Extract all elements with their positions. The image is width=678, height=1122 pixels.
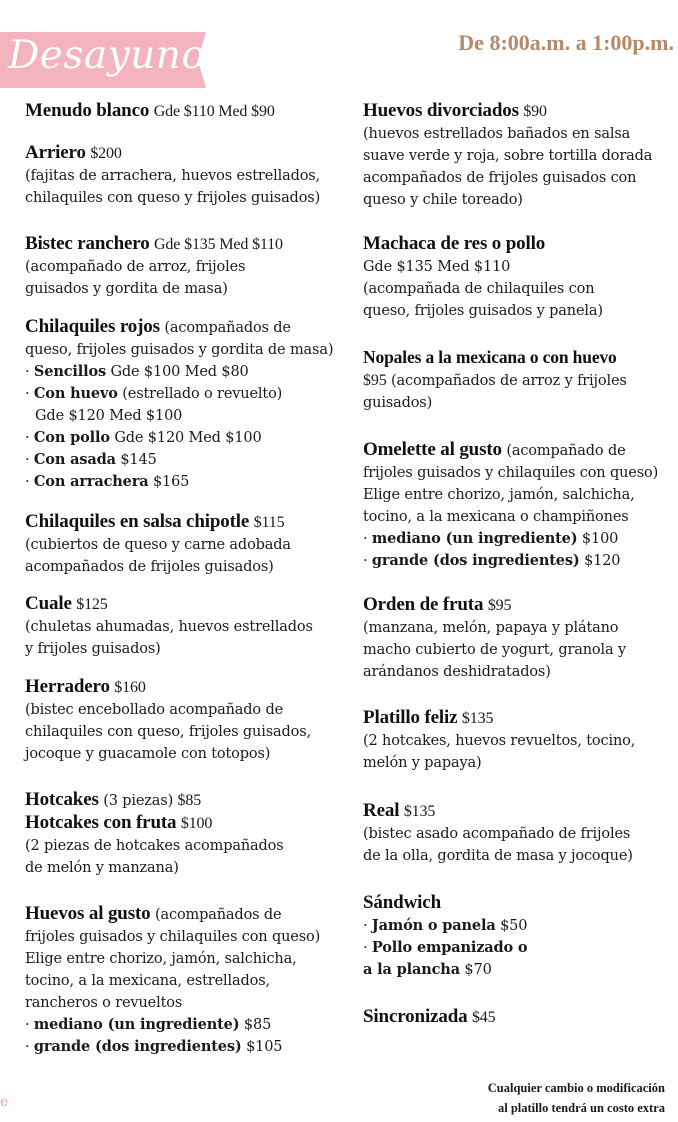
item-description: (2 hotcakes, huevos revueltos, tocino, <box>363 733 636 749</box>
item-name: Huevos divorciados <box>363 100 519 121</box>
option-row: · Sencillos Gde $100 Med $80 <box>25 363 249 380</box>
item-description: (acompañado de arroz, frijoles <box>25 259 246 275</box>
item-description: (manzana, melón, papaya y plátano <box>363 620 619 636</box>
menu-item-sincronizada <box>363 1006 675 1029</box>
item-name: Sincronizada <box>363 1006 468 1027</box>
option-row: · Con huevo (estrellado o revuelto) <box>25 385 283 402</box>
footer-line: Cualquier cambio o modificación <box>487 1081 665 1095</box>
option-name: a la plancha <box>363 961 460 978</box>
item-description: chilaquiles con queso y frijoles guisados) <box>25 190 321 206</box>
item-name: Omelette al gusto <box>363 439 502 460</box>
item-description: (chuletas ahumadas, huevos estrellados <box>25 619 313 635</box>
item-name: Platillo feliz <box>363 707 458 728</box>
menu-item-herradero <box>25 676 343 765</box>
option-row: · Con pollo Gde $120 Med $100 <box>25 429 262 446</box>
item-description: (bistec asado acompañado de frijoles <box>363 826 631 842</box>
menu-item-nopales <box>363 346 675 414</box>
option-name: mediano (un ingrediente) <box>371 530 578 547</box>
option-name: Sencillos <box>33 363 106 380</box>
item-description: acompañados de frijoles guisados) <box>25 559 274 575</box>
option-price: $85 <box>243 1017 272 1033</box>
option-price: $120 <box>584 553 621 569</box>
footer-note <box>488 1078 665 1118</box>
item-description: suave verde y roja, sobre tortilla dorada <box>363 148 653 164</box>
option-row: · Jamón o panela $50 <box>363 917 528 934</box>
option-row: · mediano (un ingrediente) $100 <box>363 530 619 547</box>
item-name: Hotcakes <box>25 789 99 810</box>
option-name: mediano (un ingrediente) <box>33 1016 240 1033</box>
option-name: Con asada <box>33 451 116 468</box>
item-description: Elige entre chorizo, jamón, salchicha, <box>25 951 297 967</box>
option-price: Gde $120 Med $100 <box>35 408 183 424</box>
item-price: $160 <box>114 679 146 696</box>
item-description: queso, frijoles guisados y gordita de masa) <box>25 342 334 358</box>
option-name: Jamón o panela <box>371 917 496 934</box>
item-name: Chilaquiles rojos <box>25 316 160 337</box>
item-description: rancheros o revueltos <box>25 995 183 1011</box>
item-description: tocino, a la mexicana o champiñones <box>363 509 629 525</box>
item-note: (3 piezas) <box>103 793 174 809</box>
item-name: Nopales a la mexicana o con huevo <box>363 347 617 367</box>
option-price: $70 <box>464 962 492 978</box>
option-row <box>363 959 675 981</box>
menu-item-chilaquiles-rojos <box>25 316 343 493</box>
option-name: Con pollo <box>33 429 110 446</box>
item-price: $90 <box>523 103 547 120</box>
menu-item-bistec-ranchero <box>25 233 343 300</box>
item-description: frijoles guisados y chilaquiles con queso) <box>363 465 659 481</box>
item-description: queso y chile toreado) <box>363 192 523 208</box>
menu-item-huevos-al-gusto <box>25 903 343 1058</box>
item-name: Real <box>363 800 400 821</box>
option-name: Pollo empanizado o <box>371 939 528 956</box>
option-row: · grande (dos ingredientes) $120 <box>363 552 621 569</box>
item-description: macho cubierto de yogurt, granola y <box>363 642 627 658</box>
item-description: (cubiertos de queso y carne adobada <box>25 537 291 553</box>
item-price: $115 <box>253 514 285 531</box>
menu-item-huevos-divorciados <box>363 100 675 211</box>
menu-item-machaca <box>363 233 675 322</box>
item-description: Elige entre chorizo, jamón, salchicha, <box>363 487 635 503</box>
item-description: (acompañado de <box>506 443 626 459</box>
item-name: Chilaquiles en salsa chipotle <box>25 511 250 532</box>
option-price: $165 <box>152 474 190 490</box>
menu-item-chilaquiles-chipotle <box>25 511 343 578</box>
item-price: Gde $135 Med $110 <box>154 236 283 253</box>
item-description: y frijoles guisados) <box>25 641 161 657</box>
item-description: queso, frijoles guisados y panela) <box>363 303 603 319</box>
item-name: Herradero <box>25 676 110 697</box>
item-description: chilaquiles con queso, frijoles guisados, <box>25 724 311 740</box>
item-description: (2 piezas de hotcakes acompañados <box>25 838 284 854</box>
item-price: $135 <box>403 803 436 820</box>
menu-item-arriero <box>25 142 343 209</box>
item-description: guisados) <box>363 395 433 411</box>
menu-item-orden-de-fruta <box>363 594 675 683</box>
item-description: (fajitas de arrachera, huevos estrellados, <box>25 168 321 184</box>
item-name: Hotcakes con fruta <box>25 812 177 833</box>
item-price: $200 <box>90 145 122 162</box>
item-name: Orden de fruta <box>363 594 484 615</box>
option-name: Con huevo <box>33 385 118 402</box>
item-price: Gde $110 Med $90 <box>153 103 275 120</box>
item-description: jocoque y guacamole con totopos) <box>25 746 271 762</box>
section-title: Desayunos <box>8 33 226 78</box>
menu-item-omelette <box>363 439 675 572</box>
option-row: · Con arrachera $165 <box>25 473 190 490</box>
option-name: grande (dos ingredientes) <box>371 552 580 569</box>
item-price: $95 <box>363 372 387 389</box>
footer-line: al platillo tendrá un costo extra <box>497 1101 665 1115</box>
menu-item-platillo-feliz <box>363 707 675 774</box>
option-row: · mediano (un ingrediente) $85 <box>25 1016 272 1033</box>
option-name: grande (dos ingredientes) <box>33 1038 242 1055</box>
hours-label: De 8:00a.m. a 1:00p.m. <box>458 30 674 55</box>
option-row: · grande (dos ingredientes) $105 <box>25 1038 283 1055</box>
option-price: $100 <box>581 531 619 547</box>
item-price: $125 <box>76 596 108 613</box>
option-price: Gde $120 Med $100 <box>114 430 262 446</box>
item-name: Machaca de res o pollo <box>363 233 546 254</box>
option-row: · Con asada $145 <box>25 451 157 468</box>
option-row: · Pollo empanizado o <box>363 939 528 956</box>
item-description: (acompañados de <box>154 907 282 923</box>
option-price: $145 <box>120 452 157 468</box>
item-description: (bistec encebollado acompañado de <box>25 702 284 718</box>
item-description: melón y papaya) <box>363 755 482 771</box>
edge-mark: e <box>0 1094 9 1110</box>
item-description: (huevos estrellados bañados en salsa <box>363 126 631 142</box>
menu-item-hotcakes <box>25 789 343 879</box>
option-price: $105 <box>246 1039 283 1055</box>
item-description: (acompañados de arroz y frijoles <box>391 373 627 389</box>
item-description: guisados y gordita de masa) <box>25 281 228 297</box>
option-price: $50 <box>500 918 528 934</box>
item-price: $135 <box>461 710 494 727</box>
item-description: tocino, a la mexicana, estrellados, <box>25 973 270 989</box>
item-name: Sándwich <box>363 892 442 913</box>
item-description: frijoles guisados y chilaquiles con queso) <box>25 929 321 945</box>
item-description: acompañados de frijoles guisados con <box>363 170 637 186</box>
item-name: Bistec ranchero <box>25 233 150 254</box>
item-description: (acompañados de <box>164 320 291 336</box>
menu-item-sandwich <box>363 892 675 981</box>
item-price: $85 <box>177 792 202 809</box>
option-note: (estrellado o revuelto) <box>122 386 283 402</box>
item-name: Arriero <box>25 142 86 163</box>
item-description: de la olla, gordita de masa y jocoque) <box>363 848 633 864</box>
item-description: (acompañada de chilaquiles con <box>363 281 595 297</box>
option-price: Gde $100 Med $80 <box>110 364 249 380</box>
option-name: Con arrachera <box>33 473 149 490</box>
item-name: Cuale <box>25 593 72 614</box>
item-price: Gde $135 Med $110 <box>363 259 511 275</box>
item-description: arándanos deshidratados) <box>363 664 551 680</box>
item-price: $95 <box>487 597 512 614</box>
item-name: Menudo blanco <box>25 100 150 121</box>
item-price: $45 <box>471 1009 496 1026</box>
menu-item-menudo <box>25 100 343 123</box>
menu-item-cuale <box>25 593 343 660</box>
item-description: de melón y manzana) <box>25 860 179 876</box>
menu-item-real <box>363 800 675 867</box>
item-price: $100 <box>180 815 213 832</box>
item-name: Huevos al gusto <box>25 903 151 924</box>
